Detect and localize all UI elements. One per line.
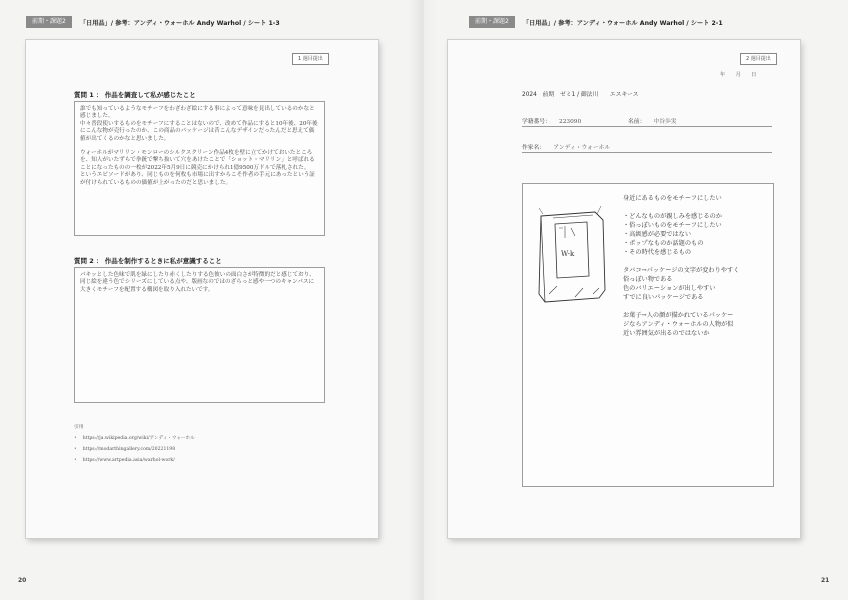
question-2-answer-box: [74, 267, 325, 403]
left-page-header: [26, 16, 280, 28]
note-line: ・ポップなものか話題のもの: [623, 240, 704, 247]
section-tag: 前期・課題2: [26, 16, 72, 28]
note-line: 俗っぽい物である: [623, 276, 673, 283]
citation-link[interactable]: • https://modarthingallery.com/20221198: [74, 447, 195, 452]
answer-paragraph: 誰でも知っているようなモチーフをわざわざ絵にする事によって意味を見出しているのかなと感じました。 中々普段使いするものをモチーフにすることはないので、改めて作品にすると10年後、20年後にこんな物が売行ったのか、この商品のパッケージは昔こんなデザインだったんだと思えて価値が出てくるのかなと思いました。: [80, 106, 318, 142]
student-id-field: [522, 116, 581, 125]
note-line: すでに良いパッケージである: [623, 294, 704, 301]
section-tag: 前期・課題2: [469, 16, 515, 28]
student-name-value: 中谷歩実: [653, 119, 677, 125]
question-1-answer-box: [74, 101, 325, 236]
note-line: ・俗っぽいものをモチーフにしたい: [623, 222, 722, 229]
submission-stamp: 2 週目提出: [740, 53, 777, 65]
right-page-header: [469, 16, 723, 28]
sketch-label: W-k: [561, 250, 575, 258]
note-line: ・高級感が必要ではない: [623, 231, 692, 238]
note-line: ・どんなものが親しみを感じるのか: [623, 213, 722, 220]
note-block: [623, 194, 739, 203]
note-block: [623, 311, 739, 338]
note-line: ジならアンディ・ウォーホルの人物が似: [623, 321, 734, 328]
divider: [522, 126, 772, 127]
esquisse-sketch-area: [522, 183, 774, 487]
question-1-title: 質問 1 ： 作品を調査して私が感じたこと: [74, 91, 196, 99]
sketch-notes: [623, 194, 739, 347]
course-line: 2024 前期 ゼミ1 / 御法川 エスキース: [522, 92, 639, 98]
artist-field: [522, 142, 610, 151]
note-line: 身近にあるものをモチーフにしたい: [623, 195, 722, 202]
page-number: 21: [821, 577, 830, 584]
note-line: 近い雰囲気が出るのではないか: [623, 330, 710, 337]
citations-heading: 引用: [74, 425, 84, 430]
question-2-title: 質問 2 ： 作品を制作するときに私が意識すること: [74, 257, 222, 265]
note-line: タバコ→パッケージの文字が変わりやすく: [623, 267, 740, 274]
student-name-label: 名前：: [628, 119, 646, 125]
worksheet-1-3: [26, 40, 378, 538]
divider: [522, 152, 772, 153]
page-number: 20: [18, 577, 27, 584]
student-id-label: 学籍番号：: [522, 119, 551, 125]
note-line: ・その時代を感じるもの: [623, 249, 692, 256]
sketch-drawing: [535, 198, 625, 308]
answer-paragraph: ウォーホルがマリリン・モンローのシルクスクリーン作品4枚を壁に立てかけておいたところを、知人がいたずらで拳銃で撃ち抜いて穴をあけたことで「ショット・マリリン」と呼ばれることになったものの一枚が2022年5月9日に競売にかけられ1億9500万ドルで落札された。 というエピソードがあり、同じものを何枚も市場に出すからこそ作者の手元にあったという証が付けられているものの価値が上がったのだと思いました。: [80, 150, 315, 186]
question-2-answer-text: [75, 268, 324, 305]
date-field: 年 月 日: [720, 72, 757, 78]
citations-list: [74, 435, 195, 469]
sheet-title: 「日用品」/ 参考：アンディ・ウォーホル Andy Warhol / シート 1-3: [79, 19, 280, 27]
sheet-title: 「日用品」/ 参考：アンディ・ウォーホル Andy Warhol / シート 2-1: [522, 19, 723, 27]
note-block: [623, 266, 739, 302]
note-block: [623, 212, 739, 257]
student-name-field: [628, 116, 677, 125]
citation-link[interactable]: • https://ja.wikipedia.org/wiki/アンディ・ウォーホル: [74, 435, 195, 441]
note-line: お菓子→人の顔が描かれているパッケー: [623, 312, 734, 319]
note-line: 色のバリエーションが出しやすい: [623, 285, 716, 292]
artist-value: アンディ・ウォーホル: [553, 145, 611, 151]
citation-link[interactable]: • https://www.artpedia.asia/warhol-work/: [74, 458, 195, 463]
answer-paragraph: パキッとした色味で肌を緑にしたり赤くしたりする色彼いの面白さが特徴的だと感じており、同じ絵を違う色でシリーズにしている点や、版画なのではのざらっと感や一つのキャンバスに大きくモチーフを配置する構図を取り入れたいです。: [80, 272, 315, 293]
submission-stamp: 1 週目提出: [292, 53, 329, 65]
worksheet-2-1: [448, 40, 800, 538]
artist-label: 作家名：: [522, 145, 546, 151]
book-gutter: [409, 0, 439, 600]
student-id-value: 223090: [559, 119, 582, 125]
question-1-answer-text: [75, 102, 324, 198]
